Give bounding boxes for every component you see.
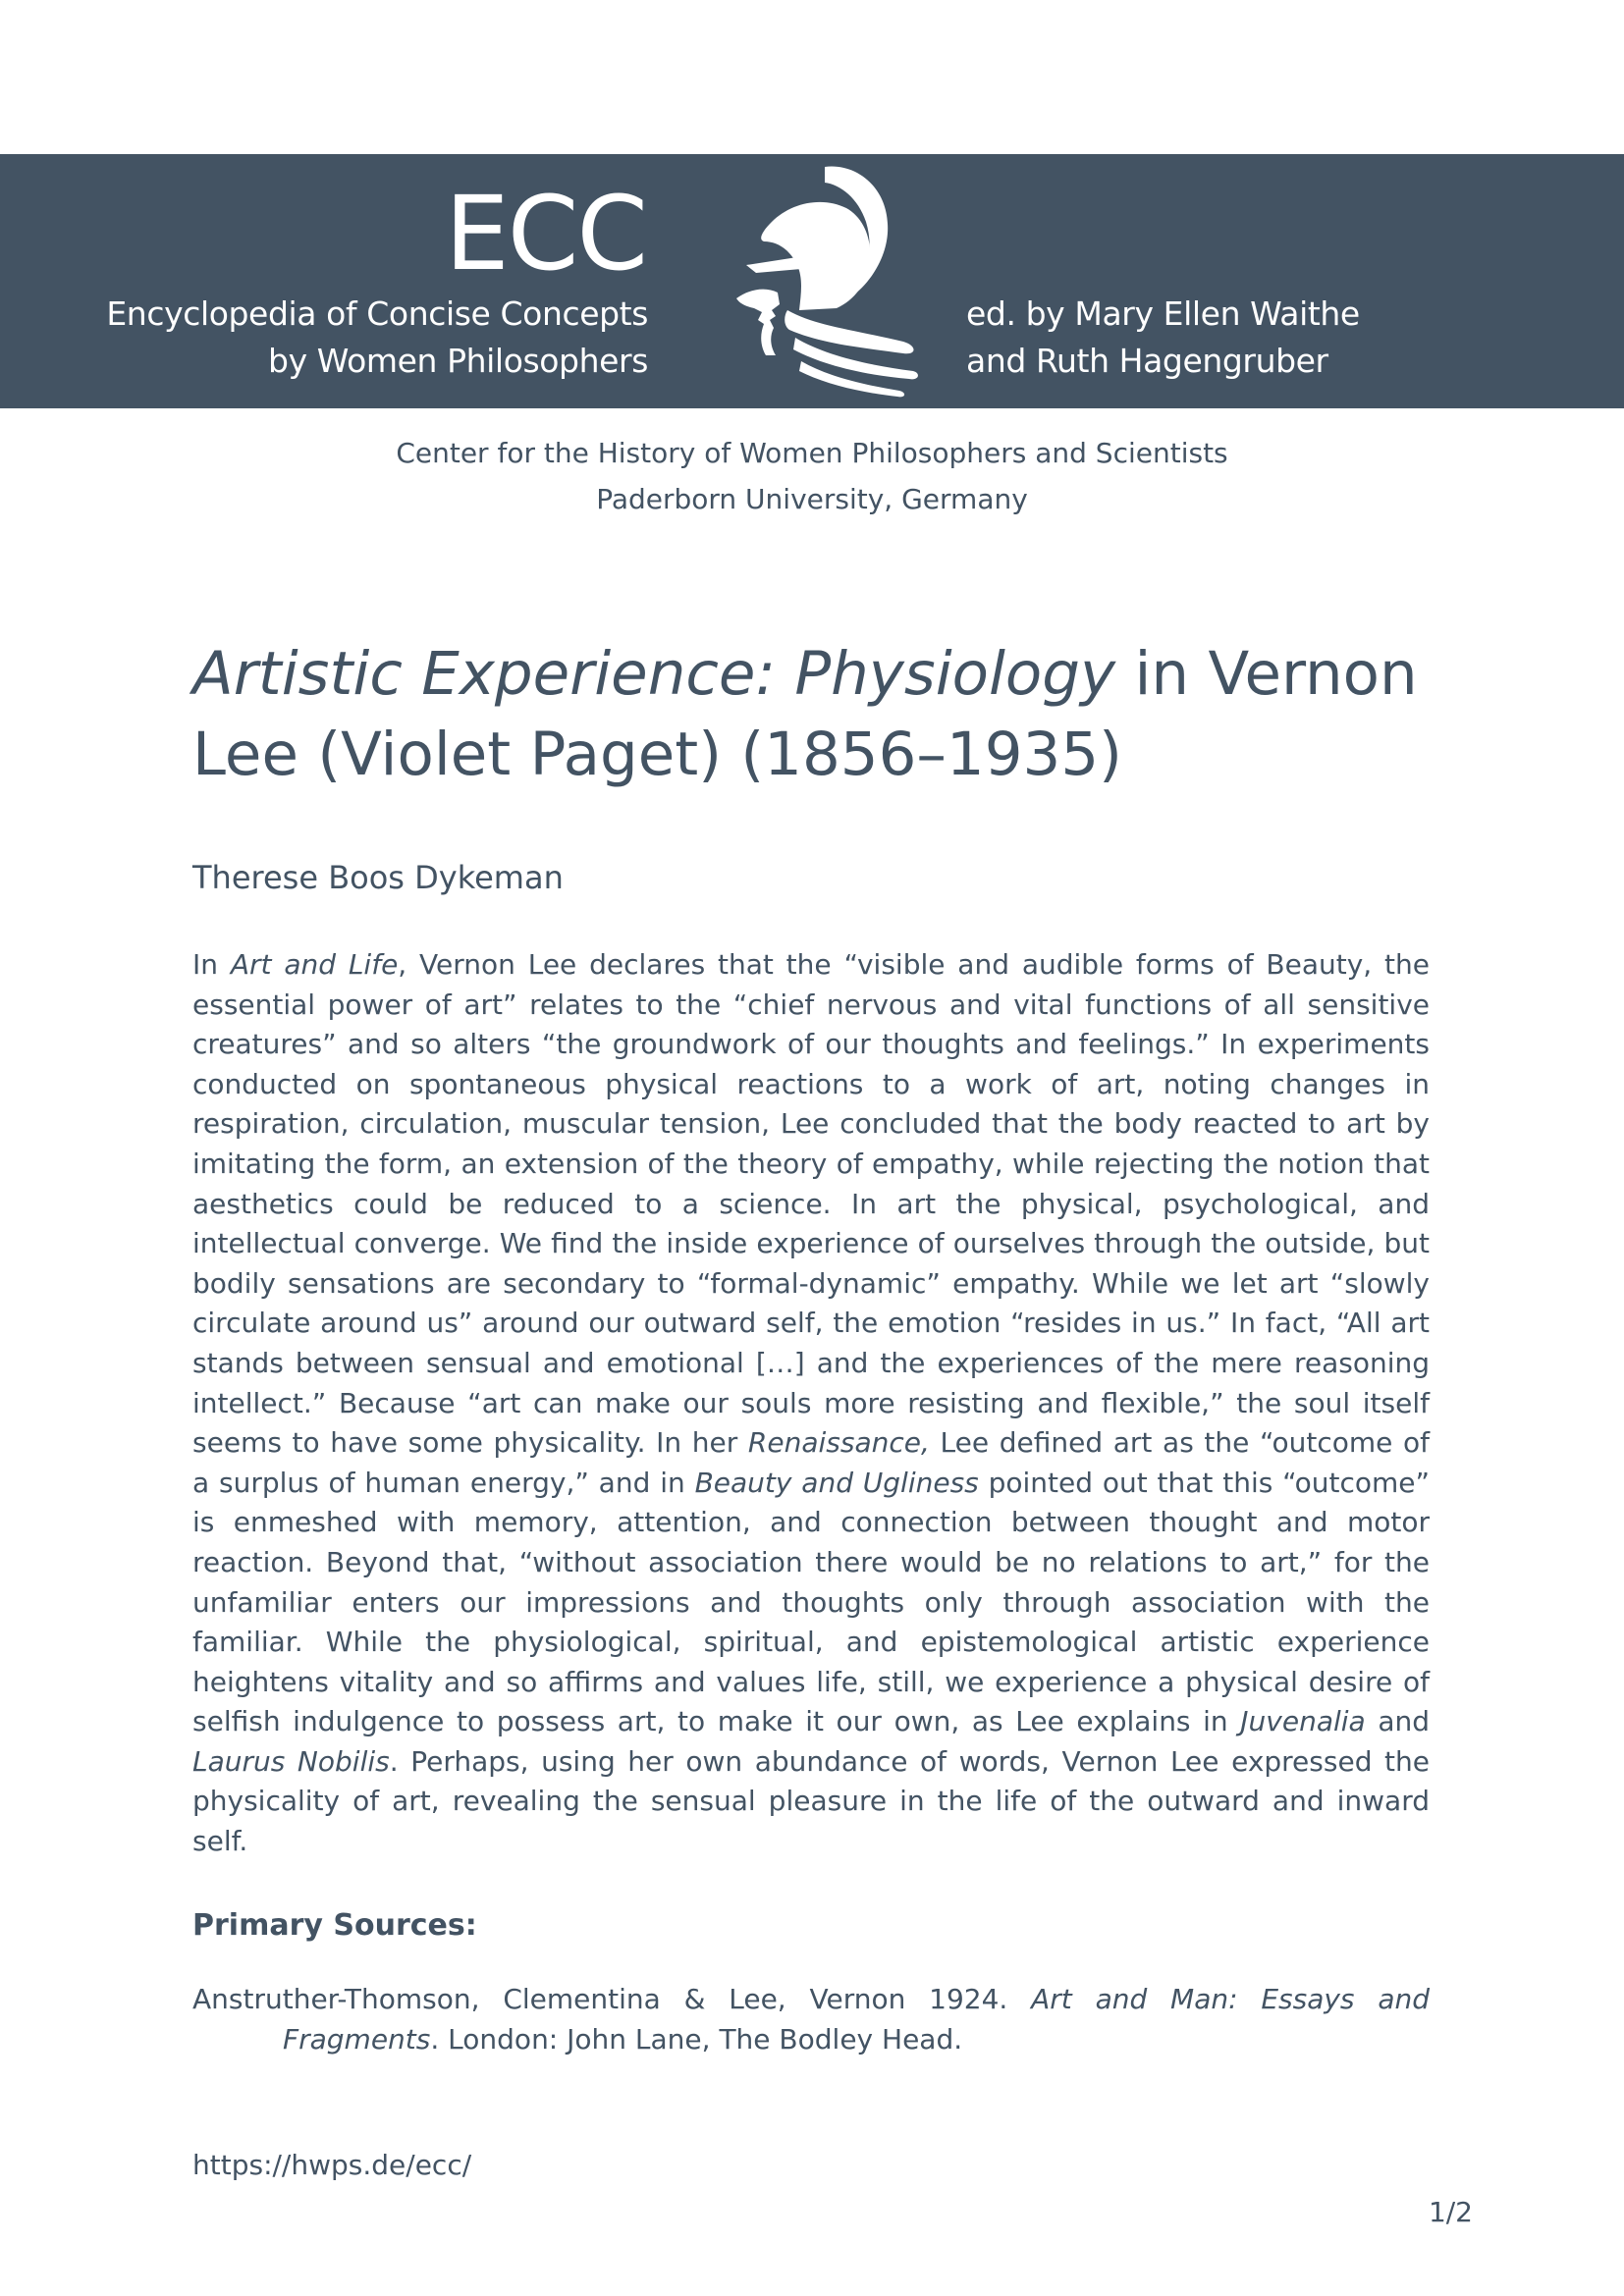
body-segment: In bbox=[192, 948, 231, 981]
body-segment: . Perhaps, using her own abundance of words, Vernon Lee expressed the physicality of art, revealing the sensual pleasure in the life of the outward and inward self. bbox=[192, 1744, 1430, 1858]
editors bbox=[966, 291, 1398, 385]
institution-line2: Paderborn University, Germany bbox=[596, 483, 1028, 515]
body-segment-italic: Beauty and Ugliness bbox=[694, 1466, 979, 1499]
reference-publisher: . London: John Lane, The Bodley Head. bbox=[430, 2023, 963, 2056]
editors-line1: ed. by Mary Ellen Waithe bbox=[966, 294, 1360, 333]
reference-entry bbox=[192, 1979, 1430, 2059]
body-segment-italic: Art and Life bbox=[230, 948, 399, 981]
body-segment: Lee defined art as the “outcome of a surplus of human energy,” and in bbox=[192, 1426, 1430, 1499]
editors-line2: and Ruth Hagengruber bbox=[966, 342, 1328, 380]
body-segment-italic: Laurus Nobilis bbox=[192, 1744, 390, 1778]
page-number: 1/2 bbox=[1428, 2196, 1473, 2228]
body-segment: pointed out that this “outcome” is enmeshed with memory, attention, and connection between thought and motor reaction. Beyond that, “without association there would be no relations to art,” for the unfamiliar enters our impressions and thoughts only through association with the familiar. While the physiological, spiritual, and epistemological artistic experience heightens vitality and so affirms and values life, still, we experience a physical desire of selfish indulgence to possess art, to make it our own, as Lee explains in bbox=[192, 1466, 1431, 1738]
body-segment-italic: Juvenalia bbox=[1240, 1705, 1366, 1738]
encyclopedia-title-line2: by Women Philosophers bbox=[268, 342, 648, 380]
institution-line1: Center for the History of Women Philosophers and Scientists bbox=[396, 437, 1228, 469]
encyclopedia-title-line1: Encyclopedia of Concise Concepts bbox=[106, 294, 648, 333]
reference-authors-year: Anstruther-Thomson, Clementina & Lee, Vernon 1924. bbox=[192, 1983, 1032, 2015]
reference-title: Art and Man: Essays and Fragments bbox=[283, 1983, 1430, 2056]
body-segment: and bbox=[1365, 1705, 1430, 1738]
encyclopedia-title bbox=[79, 291, 648, 385]
article-title-rest: in Vernon Lee (Violet Paget) (1856–1935) bbox=[192, 639, 1418, 789]
primary-sources-heading: Primary Sources: bbox=[192, 1908, 477, 1943]
article-author: Therese Boos Dykeman bbox=[192, 859, 564, 896]
body-segment-italic: Renaissance, bbox=[747, 1426, 930, 1460]
institution bbox=[0, 430, 1624, 522]
athena-helmet-icon bbox=[707, 163, 923, 408]
article-title bbox=[192, 634, 1449, 795]
footer-url-link[interactable]: https://hwps.de/ecc/ bbox=[192, 2149, 472, 2181]
ecc-logo-text: ECC bbox=[445, 174, 646, 294]
body-segment: , Vernon Lee declares that the “visible and audible forms of Beauty, the essential power of art” relates to the “chief nervous and vital functions of all sensitive creatures” and so alters “the groundwork of our thoughts and feelings.” In experiments conducted on spontaneous physical reactions to a work of art, noting changes in respiration, circulation, muscular tension, Lee concluded that the body reacted to art by imitating the form, an extension of the theory of empathy, while rejecting the notion that aesthetics could be reduced to a science. In art the physical, psychological, and intellectual converge. We find the inside experience of ourselves through the outside, but bodily sensations are secondary to “formal-dynamic” empathy. While we let art “slowly circulate around us” around our outward self, the emotion “resides in us.” In fact, “All art stands between sensual and emotional […] and the experiences of the mere reasoning intellect.” Because “art can make our souls more resisting and flexible,” the soul itself seems to have some physicality. In her bbox=[192, 948, 1430, 1460]
article-title-italic: Artistic Experience: Physiology bbox=[192, 639, 1116, 709]
article-body bbox=[192, 945, 1430, 1862]
